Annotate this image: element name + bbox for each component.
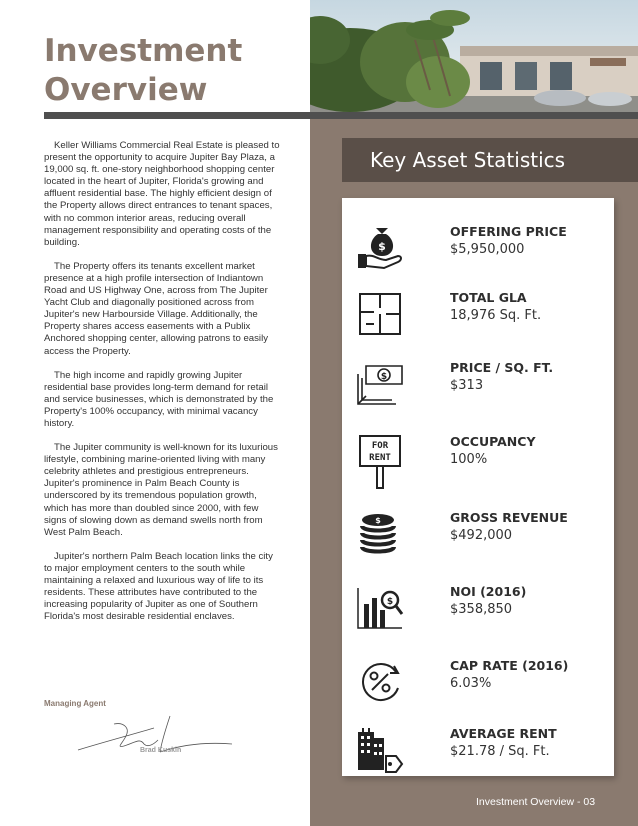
stat-value: $21.78 / Sq. Ft. (450, 744, 550, 759)
stat-label: PRICE / SQ. FT. (450, 360, 554, 375)
key-stats-heading: Key Asset Statistics (370, 148, 566, 172)
svg-text:$: $ (378, 240, 386, 253)
page-footer: Investment Overview - 03 (476, 796, 596, 808)
stat-occupancy (342, 434, 614, 496)
money-bag-hand-icon (356, 224, 404, 272)
stat-value: $358,850 (450, 602, 513, 617)
stat-value: $313 (450, 378, 484, 393)
overview-body-text (44, 140, 282, 635)
stat-label: AVERAGE RENT (450, 726, 557, 741)
paragraph-4: The Jupiter community is well-known for its luxurious lifestyle, combining marine-oriented living with many celebrity athletes and prestigious entrepreneurs. Jupiter's prominence in Palm Beach County is underscored by its tremendous population growth, which has more than doubled since 2000, with few signs of slowing down as demand swells north from West Palm Beach. (44, 442, 278, 538)
percent-circle-icon (356, 658, 404, 706)
stat-label: NOI (2016) (450, 584, 527, 599)
stat-value: $5,950,000 (450, 242, 525, 257)
stat-label: OCCUPANCY (450, 434, 536, 449)
bar-chart-magnifier-icon (356, 584, 404, 632)
key-stats-heading-bar (342, 138, 638, 182)
sign-text-for: FOR (371, 441, 389, 451)
page-title-line-2: Overview (44, 72, 208, 108)
paragraph-1: Keller Williams Commercial Real Estate is pleased to present the opportunity to acquire Jupiter Bay Plaza, a 19,000 sq. ft. one-story neighborhood shopping center located in the heart of Jupiter, Florida's growing and affluent residential base. The highly efficient design of the Property allows direct entrances to tenant spaces, with no common interior areas, reducing overall management responsibility and operating costs of the building. (44, 140, 280, 248)
stat-gross-revenue (342, 510, 614, 572)
stat-label: GROSS REVENUE (450, 510, 568, 525)
stat-value: 100% (450, 452, 488, 467)
svg-text:$: $ (380, 372, 388, 382)
key-stats-card (342, 198, 614, 776)
coin-stack-icon (356, 510, 404, 558)
agent-name: Brad Kuskin (140, 747, 182, 754)
stat-price-per-sqft (342, 360, 614, 422)
stat-cap-rate (342, 658, 614, 720)
key-stats-panel (310, 0, 638, 826)
property-photo (310, 0, 638, 112)
stat-value: $492,000 (450, 528, 513, 543)
title-rule (44, 112, 638, 119)
stat-label: TOTAL GLA (450, 290, 527, 305)
buildings-tag-icon (356, 726, 404, 774)
svg-text:$: $ (386, 597, 394, 607)
sign-text-rent: RENT (369, 453, 391, 463)
paragraph-3: The high income and rapidly growing Jupiter residential base provides long-term demand for retail and service businesses, which is demonstrated by the Property's 100% occupancy, with minimal vacancy history. (44, 369, 274, 429)
stat-label: OFFERING PRICE (450, 224, 567, 239)
stat-total-gla (342, 290, 614, 352)
stat-offering-price (342, 224, 614, 286)
floor-plan-icon (356, 290, 404, 338)
paragraph-5: Jupiter's northern Palm Beach location links the city to major employment centers to the south while maintaining a relaxed and luxurious way of life to its residents. These attributes have contributed to the increasing popularity of Jupiter as one of Southern Florida's most desirable residential enclaves. (44, 550, 273, 623)
stat-label: CAP RATE (2016) (450, 658, 569, 673)
stat-value: 18,976 Sq. Ft. (450, 308, 542, 323)
paragraph-2: The Property offers its tenants excellent market presence at a high profile intersection of Indiantown Road and US Highway One, across from The Jupiter Yacht Club and diagonally positioned across from Jupiter's new Harbourside Village. Additionally, the Property shares access easements with a Publix Anchored shopping center, allowing patrons to easily access the Property. (44, 260, 268, 357)
managing-agent-label: Managing Agent (44, 699, 106, 708)
stat-noi (342, 584, 614, 646)
page-title-line-1: Investment (44, 33, 243, 69)
dollar-blueprint-icon (356, 360, 404, 408)
for-rent-sign-icon (356, 434, 404, 490)
stat-value: 6.03% (450, 676, 492, 691)
svg-text:$: $ (375, 516, 381, 525)
stat-average-rent (342, 726, 614, 788)
page-title (44, 32, 242, 110)
